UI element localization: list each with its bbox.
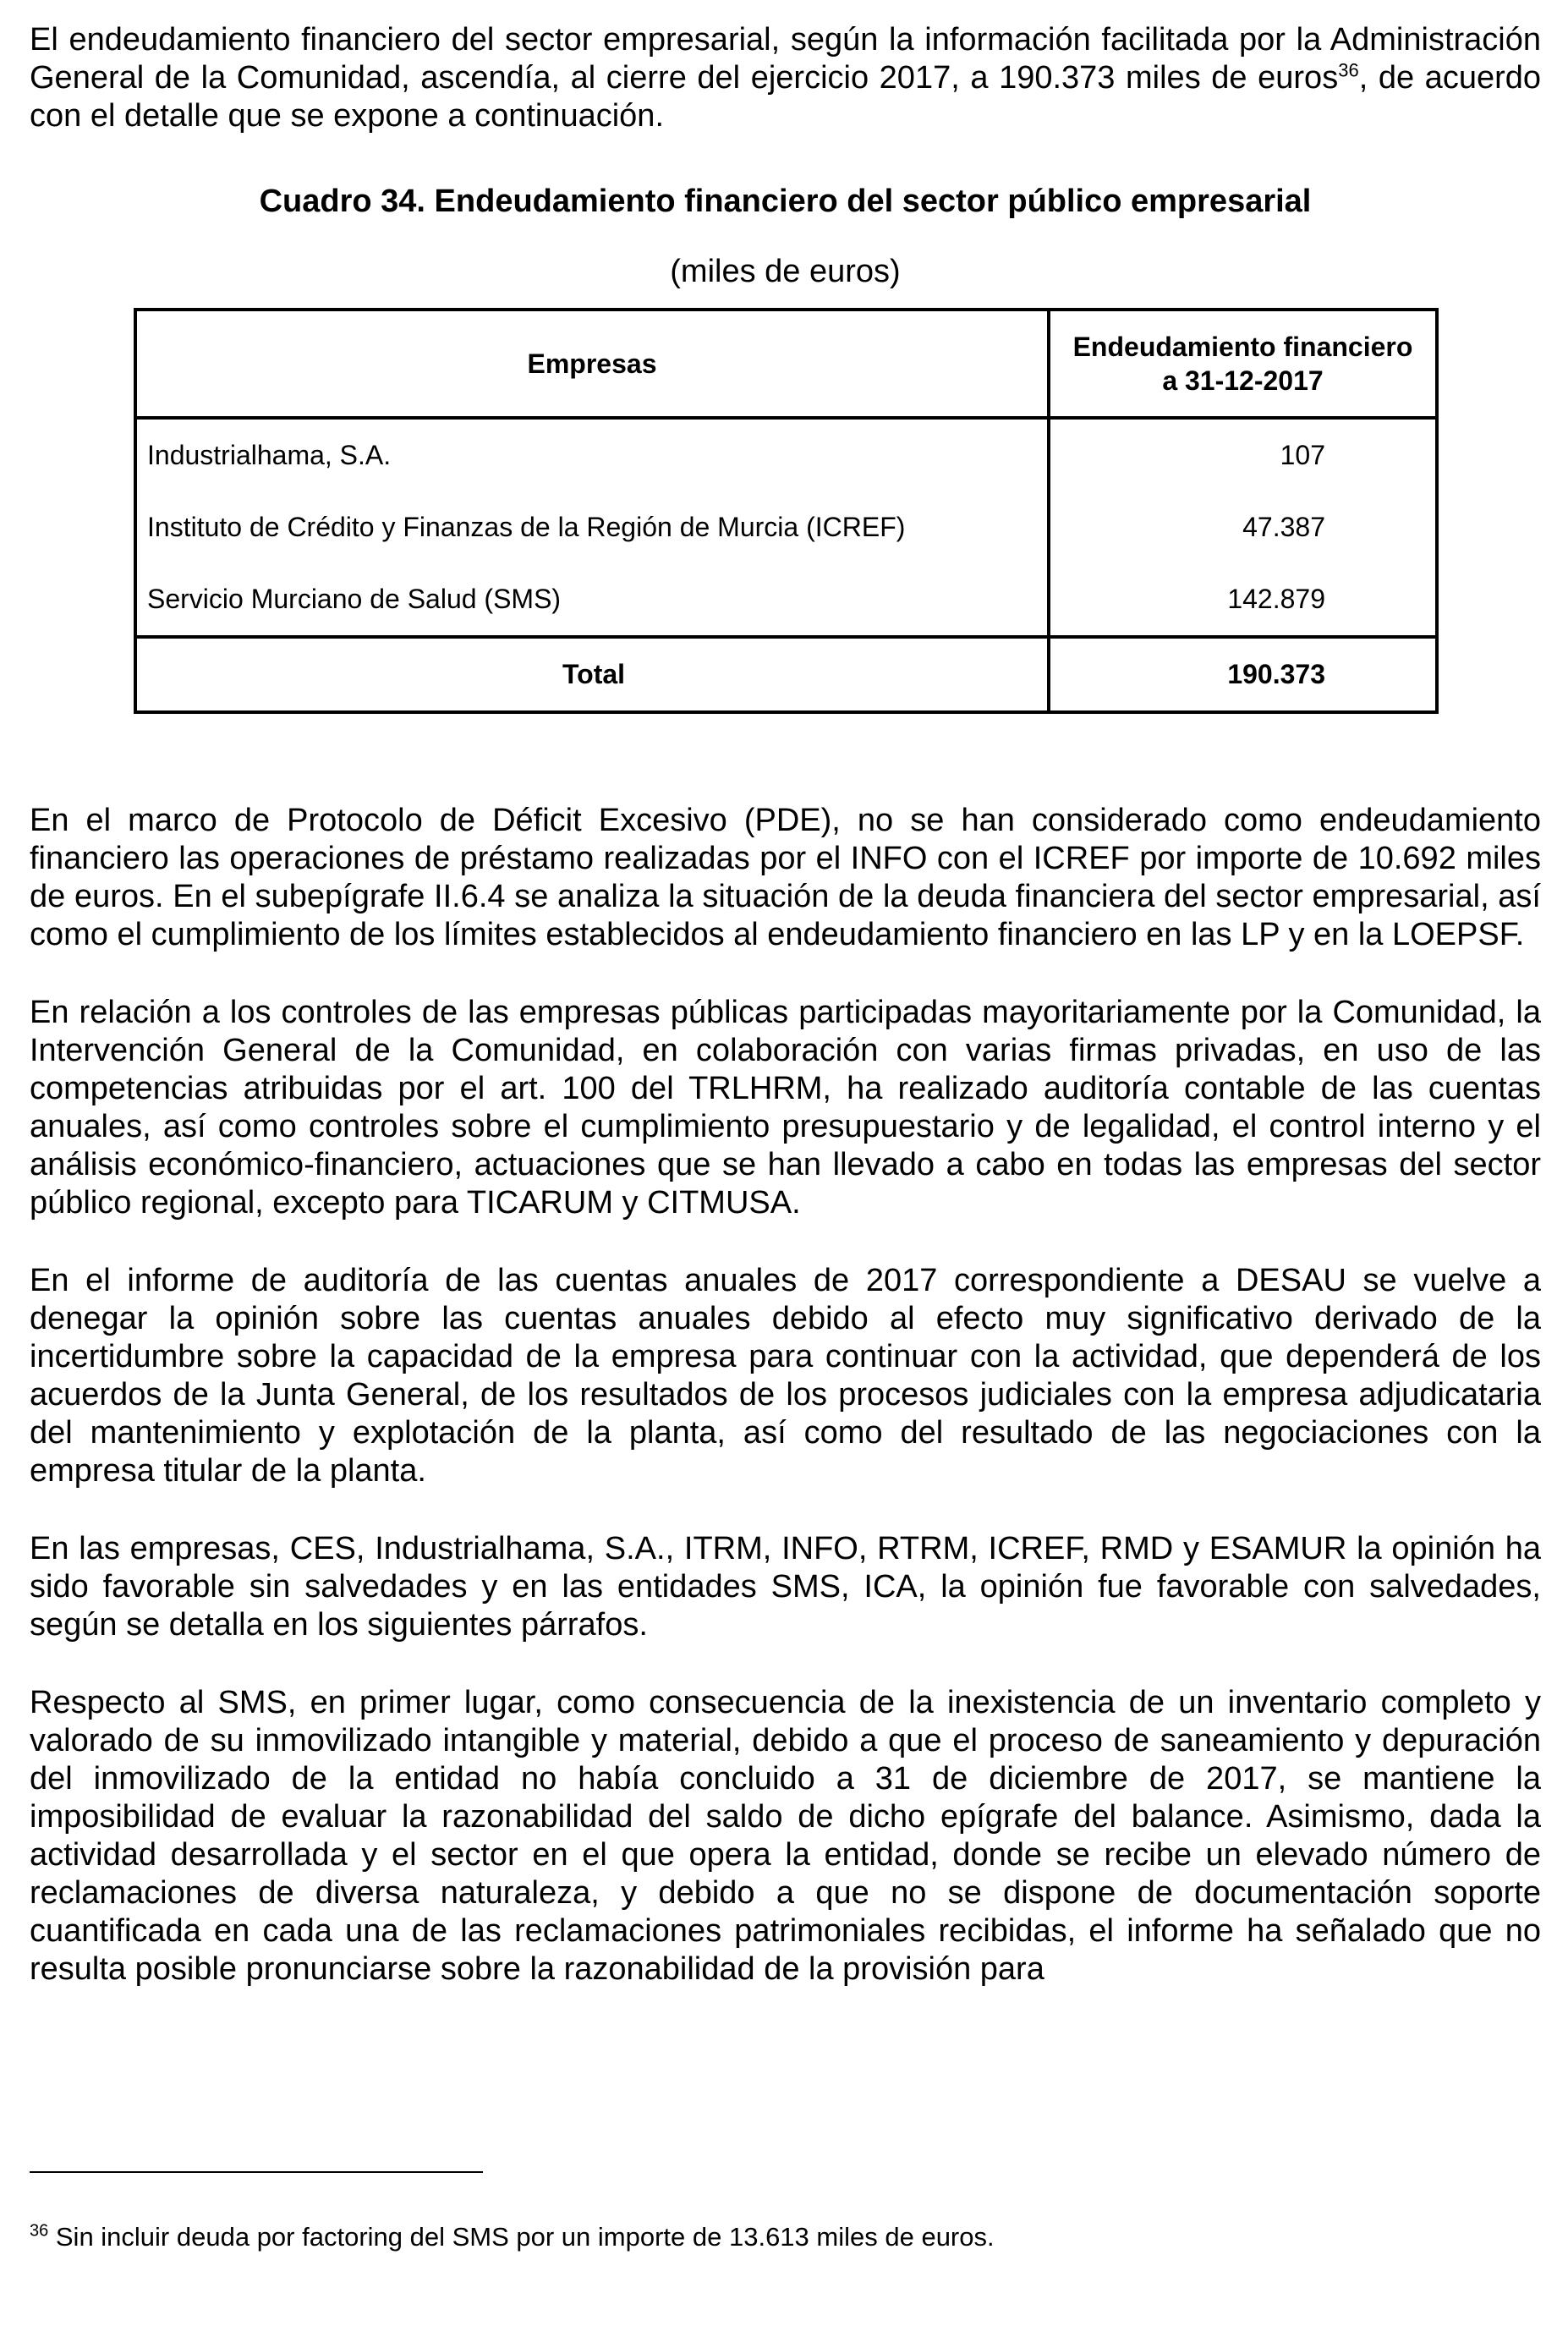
table-row <box>135 563 1437 637</box>
table-caption: Cuadro 34. Endeudamiento financiero del sector público empresarial <box>259 184 1312 219</box>
header-empresas: Empresas <box>135 310 1049 418</box>
footnote-divider <box>30 2171 483 2173</box>
intro-text-end: , de acuerdo con el detalle que se expone a continuación. <box>30 60 1542 134</box>
debt-table <box>134 308 1439 714</box>
total-label: Total <box>135 637 1049 712</box>
row-value: 47.387 <box>1049 491 1437 563</box>
paragraph-pde: En el marco de Protocolo de Déficit Excesivo (PDE), no se han considerado como endeudamiento financiero las operaciones de préstamo realizadas por el INFO con el ICREF por importe de 10.692 miles de euros. En el subepígrafe II.6.4 se analiza la situación de la deuda financiera del sector empresarial, así como el cumplimiento de los límites establecidos al endeudamiento financiero en las LP y en la LOEPSF. <box>30 803 1541 952</box>
header-endeudamiento-line2: a 31-12-2017 <box>1162 365 1324 396</box>
footnote <box>30 2220 995 2254</box>
row-name: Industrialhama, S.A. <box>135 418 1049 491</box>
header-endeudamiento-line1: Endeudamiento financiero <box>1072 332 1413 362</box>
footnote-number: 36 <box>30 2221 49 2241</box>
total-value: 190.373 <box>1049 637 1437 712</box>
table-row <box>135 418 1437 491</box>
footnote-text: Sin incluir deuda por factoring del SMS por un importe de 13.613 miles de euros. <box>55 2222 995 2252</box>
row-name: Instituto de Crédito y Finanzas de la Región de Murcia (ICREF) <box>135 491 1049 563</box>
paragraph-controles: En relación a los controles de las empresas públicas participadas mayoritariamente por la Comunidad, la Intervención General de la Comunidad, en colaboración con varias firmas privadas, en uso de las competencias atribuidas por el art. 100 del TRLHRM, ha realizado auditoría contable de las cuentas anuales, así como controles sobre el cumplimiento presupuestario y de legalidad, el control interno y el análisis económico-financiero, actuaciones que se han llevado a cabo en todas las empresas del sector público regional, excepto para TICARUM y CITMUSA. <box>30 995 1541 1221</box>
paragraph-desau: En el informe de auditoría de las cuentas anuales de 2017 correspondiente a DESAU se vuelve a denegar la opinión sobre las cuentas anuales debido al efecto muy significativo derivado de la incertidumbre sobre la capacidad de la empresa para continuar con la actividad, que dependerá de los acuerdos de la Junta General, de los resultados de los procesos judiciales con la empresa adjudicataria del mantenimiento y explotación de la planta, así como del resultado de las negociaciones con la empresa titular de la planta. <box>30 1263 1541 1489</box>
row-value: 142.879 <box>1049 563 1437 637</box>
row-value: 107 <box>1049 418 1437 491</box>
table-row <box>135 491 1437 563</box>
table-header-row <box>135 310 1437 418</box>
header-endeudamiento <box>1049 310 1437 418</box>
table-total-row <box>135 637 1437 712</box>
row-name: Servicio Murciano de Salud (SMS) <box>135 563 1049 637</box>
intro-paragraph <box>30 21 1541 135</box>
intro-text: El endeudamiento financiero del sector empresarial, según la información facilitada por la Administración General de la Comunidad, ascendía, al cierre del ejercicio 2017, a 190.373 miles de euros <box>30 22 1541 96</box>
table-units: (miles de euros) <box>670 254 901 289</box>
footnote-ref[interactable]: 36 <box>1338 59 1359 81</box>
paragraph-sms: Respecto al SMS, en primer lugar, como consecuencia de la inexistencia de un inventario completo y valorado de su inmovilizado intangible y material, debido a que el proceso de saneamiento y depuración del inmovilizado de la entidad no había concluido a 31 de diciembre de 2017, se mantiene la imposibilidad de evaluar la razonabilidad del saldo de dicho epígrafe del balance. Asimismo, dada la actividad desarrollada y el sector en el que opera la entidad, donde se recibe un elevado número de reclamaciones de diversa naturaleza, y debido a que no se dispone de documentación soporte cuantificada en cada una de las reclamaciones patrimoniales recibidas, el informe ha señalado que no resulta posible pronunciarse sobre la razonabilidad de la provisión para <box>30 1685 1541 1987</box>
paragraph-opinion: En las empresas, CES, Industrialhama, S.A., ITRM, INFO, RTRM, ICREF, RMD y ESAMUR la opinión ha sido favorable sin salvedades y en las entidades SMS, ICA, la opinión fue favorable con salvedades, según se detalla en los siguientes párrafos. <box>30 1531 1541 1643</box>
document-page <box>30 21 1541 1989</box>
